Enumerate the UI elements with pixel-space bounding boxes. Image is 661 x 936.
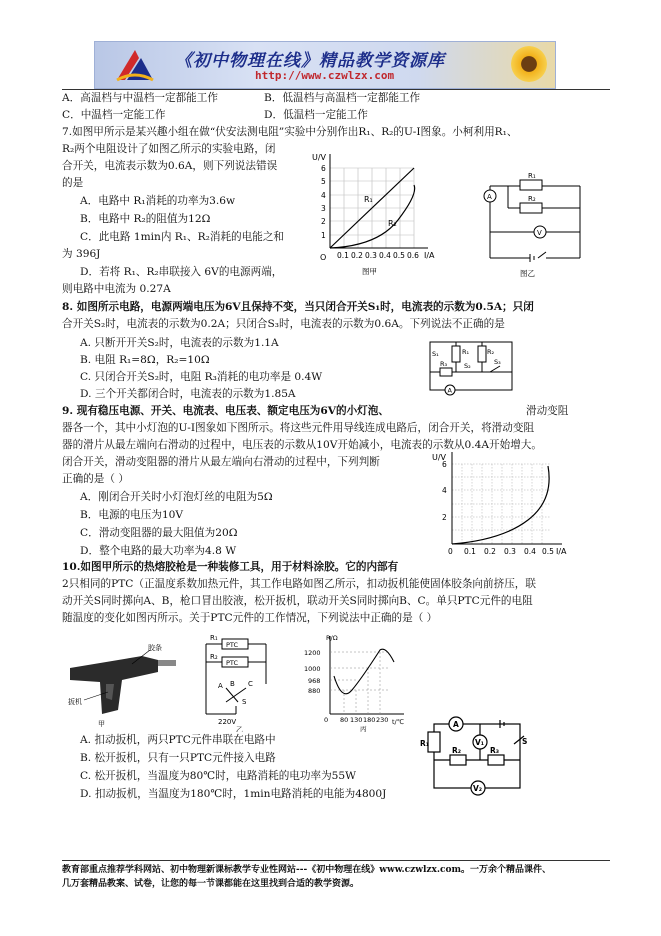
gun-label: 扳机 (68, 698, 82, 706)
tick-label: 6 (321, 164, 326, 173)
glue-gun-figure (62, 640, 182, 730)
axis-label: U/V (312, 153, 327, 162)
q9-stem: 9. 现有稳压电源、开关、电流表、电压表、额定电压为6V的小灯泡、 (62, 405, 389, 417)
meters-circuit-diagram (420, 714, 530, 798)
svg-text:V₁: V₁ (475, 738, 485, 747)
figure-caption: 图甲 (362, 267, 377, 276)
origin-label: O (320, 253, 327, 262)
svg-text:220V: 220V (218, 718, 237, 726)
q6-option-c: C．中温档一定能工作 (62, 109, 166, 121)
tick-label: 880 (308, 687, 321, 695)
tick-label: 1200 (304, 649, 321, 657)
tick-label: 0.1 (337, 251, 349, 260)
tick-label: 4 (442, 486, 447, 495)
footer-rule (62, 860, 610, 861)
tick-label: 0.3 (365, 251, 377, 260)
q8-stem: 8. 如图所示电路，电源两端电压为6V且保持不变，当只闭合开关S₁时，电流表的示数为0.5A；只闭 (62, 301, 534, 313)
svg-text:S₂: S₂ (464, 362, 471, 370)
svg-text:S: S (242, 698, 247, 706)
axis-label: I/A (424, 251, 435, 260)
q8-stem: 合开关S₂时，电流表的示数为0.2A；只闭合S₃时，电流表的示数为0.6A。下列说法不正确的是 (62, 318, 505, 330)
tick-label: 1 (321, 231, 326, 240)
q10-option-a: A. 扣动扳机，两只PTC元件串联在电路中 (80, 734, 276, 746)
tick-label: 0.4 (524, 547, 536, 556)
svg-text:A: A (453, 720, 459, 729)
tick-label: 0.1 (464, 547, 476, 556)
svg-text:R₃: R₃ (490, 746, 500, 755)
q10-stem: 2只相同的PTC（正温度系数加热元件，其工作电路如图乙所示，扣动扳机能使固体胶条向前挤压，联 (62, 578, 536, 590)
footer-text: 几万套精品教案、试卷，让您的每一节课都能在这里找到合适的教学资源。 (62, 879, 360, 889)
q6-option-b: B．低温档与高温档一定都能工作 (264, 92, 421, 104)
q10-stem: 动开关S同时掷向A、B，枪口冒出胶液，松开扳机，联动开关S同时掷向B、C。单只PTC元件的电阻 (62, 595, 533, 607)
q7-option-c: 为 396J (62, 248, 101, 260)
q9-ui-graph (432, 448, 572, 560)
q8-circuit-diagram (420, 334, 520, 400)
q9-stem: 器各一个，其中小灯泡的U-I图象如下图所示。将这些元件用导线连成电路后，闭合开关，将滑动变阻 (62, 422, 535, 434)
tick-label: 180 (363, 716, 376, 724)
svg-text:R₁: R₁ (528, 172, 536, 180)
q8-option-c: C. 只闭合开关S₂时，电阻 R₃消耗的电功率是 0.4W (80, 371, 323, 383)
svg-text:R₁: R₁ (210, 634, 218, 642)
svg-text:A: A (218, 682, 223, 690)
tick-label: 0.5 (393, 251, 405, 260)
q7-circuit-diagram (480, 168, 590, 280)
tick-label: 968 (308, 677, 321, 685)
logo-icon (113, 46, 157, 84)
q9-option-a: A．刚闭合开关时小灯泡灯丝的电阻为5Ω (80, 491, 273, 503)
svg-text:S₃: S₃ (494, 358, 501, 366)
q7-stem: R₂两个电阻设计了如图乙所示的实验电路，闭 (62, 143, 276, 155)
q6-option-a: A．高温档与中温档一定都能工作 (62, 92, 218, 104)
figure-caption: 甲 (98, 720, 105, 728)
curve-label: R₂ (388, 219, 397, 228)
axis-label: t/℃ (392, 718, 405, 726)
tick-label: 5 (321, 177, 326, 186)
q9-option-b: B．电源的电压为10V (80, 509, 184, 521)
tick-label: 6 (442, 460, 447, 469)
header-url[interactable]: http://www.czwlzx.com (255, 69, 395, 82)
tick-label: 4 (321, 191, 326, 200)
svg-text:PTC: PTC (226, 659, 239, 667)
curve-label: R₁ (364, 195, 373, 204)
footer-text: 教育部重点推荐学科网站、初中物理新课标教学专业性网站---《初中物理在线》www.czwlzx.com。一万余个精品课件、 (62, 865, 552, 875)
q7-stem: 7.如图甲所示是某兴趣小组在做“伏安法测电阻”实验中分别作出R₁、R₂的U-I图象。小柯利用R₁、 (62, 126, 518, 138)
q7-option-b: B．电路中 R₂的阻值为12Ω (80, 213, 211, 225)
figure-caption: 乙 (236, 726, 243, 732)
q10-stem: 10.如图甲所示的热熔胶枪是一种装修工具，用于材料涂胶。它的内部有 (62, 561, 399, 573)
svg-text:A: A (447, 386, 452, 395)
q8-option-a: A. 只断开开关S₂时，电流表的示数为1.1A (80, 337, 279, 349)
q10-option-c: C. 松开扳机，当温度为80℃时，电路消耗的电功率为55W (80, 770, 357, 782)
ptc-circuit-diagram (196, 632, 296, 732)
tick-label: 3 (321, 204, 326, 213)
svg-text:V: V (537, 229, 542, 237)
q10-option-d: D. 扣动扳机，当温度为180℃时，1min电路消耗的电能为4800J (80, 788, 387, 800)
q9-stem: 器的滑片从最左端向右滑动的过程中，电压表的示数从10V开始减小，电流表的示数从0.4A开始增大。 (62, 439, 542, 451)
header-banner (94, 41, 556, 89)
svg-text:R₂: R₂ (452, 746, 462, 755)
header-title: 《初中物理在线》精品教学资源库 (175, 51, 445, 71)
header-rule (62, 89, 610, 90)
tick-label: 130 (350, 716, 363, 724)
svg-text:PTC: PTC (226, 641, 239, 649)
q10-option-b: B. 松开扳机，只有一只PTC元件接入电路 (80, 752, 276, 764)
tick-label: 0.3 (504, 547, 516, 556)
q9-stem: 滑动变阻 (526, 405, 569, 417)
ptc-rt-graph (300, 632, 410, 732)
q7-option-a: A．电路中 R₁消耗的功率为3.6w (80, 195, 236, 207)
q9-stem: 闭合开关，滑动变阻器的滑片从最左端向右滑动的过程中，下列判断 (62, 456, 380, 468)
q7-stem: 的是 (62, 177, 84, 189)
q9-stem: 正确的是（ ） (62, 473, 129, 485)
q7-option-d: 则电路中电流为 0.27A (62, 283, 171, 295)
origin-label: 0 (324, 716, 329, 724)
svg-text:R₂: R₂ (528, 195, 536, 203)
q7-stem: 合开关，电流表示数为0.6A，则下列说法错误 (62, 160, 278, 172)
tick-label: 230 (376, 716, 389, 724)
axis-label: R/Ω (326, 634, 338, 642)
tick-label: 0.5 (542, 547, 554, 556)
svg-text:S: S (522, 737, 528, 746)
svg-text:B: B (230, 680, 235, 688)
q6-option-d: D．低温档一定能工作 (264, 109, 368, 121)
tick-label: 80 (340, 716, 349, 724)
q7-option-d: D．若将 R₁、R₂串联接入 6V的电源两端， (80, 266, 283, 278)
tick-label: 0.6 (407, 251, 419, 260)
svg-text:R₃: R₃ (440, 360, 448, 368)
q8-option-d: D. 三个开关都闭合时，电流表的示数为1.85A (80, 388, 296, 400)
tick-label: 0.2 (484, 547, 496, 556)
svg-text:C: C (248, 680, 253, 688)
q9-option-c: C．滑动变阻器的最大阻值为20Ω (80, 527, 238, 539)
sunflower-icon (511, 46, 547, 82)
figure-caption: 丙 (360, 725, 367, 732)
svg-text:R₂: R₂ (210, 653, 218, 661)
tick-label: 0 (448, 547, 453, 556)
tick-label: 2 (321, 217, 326, 226)
tick-label: 1000 (304, 665, 321, 673)
figure-caption: 图乙 (520, 269, 535, 278)
axis-label: U/V (432, 453, 447, 462)
q10-stem: 随温度的变化如图丙所示。关于PTC元件的工作情况，下列说法中正确的是（ ） (62, 612, 438, 624)
svg-text:V₂: V₂ (473, 784, 483, 793)
q7-ui-graph (308, 150, 448, 278)
q9-option-d: D．整个电路的最大功率为4.8 W (80, 545, 237, 557)
svg-text:A: A (487, 193, 492, 201)
q8-option-b: B. 电阻 R₁=8Ω，R₂=10Ω (80, 354, 210, 366)
gun-label: 胶条 (148, 644, 162, 652)
svg-text:R₂: R₂ (487, 348, 495, 356)
svg-text:S₁: S₁ (432, 350, 439, 358)
tick-label: 2 (442, 513, 447, 522)
svg-text:R₁: R₁ (420, 739, 430, 748)
tick-label: 0.4 (379, 251, 391, 260)
q7-option-c: C．此电路 1min内 R₁、R₂消耗的电能之和 (80, 231, 285, 243)
axis-label: I/A (556, 547, 567, 556)
tick-label: 0.2 (351, 251, 363, 260)
svg-text:R₁: R₁ (462, 348, 470, 356)
